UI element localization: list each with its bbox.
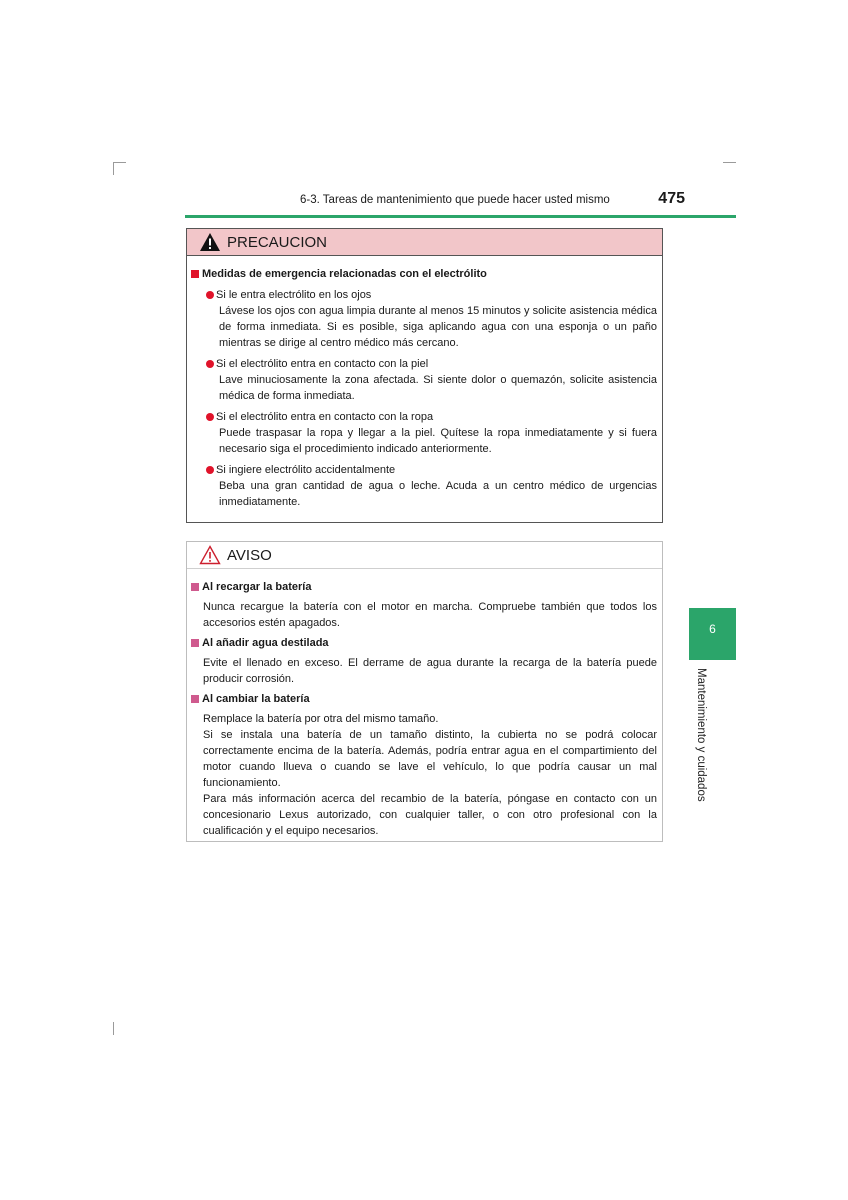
circle-bullet-icon <box>206 466 214 474</box>
list-item-text: Lávese los ojos con agua limpia durante al menos 15 minutos y solicite asistencia médica de forma inmediata. Si es posible, siga aplicando agua con una esponja o un paño mientras se dirige al centro médico más cercano. <box>219 305 657 349</box>
section-title <box>191 635 657 651</box>
page-number: 475 <box>658 190 685 207</box>
header-rule <box>185 215 736 218</box>
list-item <box>206 409 657 457</box>
section-title-text: Al recargar la batería <box>202 581 312 593</box>
crop-mark <box>113 162 126 163</box>
square-bullet-icon <box>191 270 199 278</box>
caution-heading: PRECAUCION <box>227 233 328 251</box>
square-bullet-icon <box>191 583 199 591</box>
caution-header <box>187 229 662 256</box>
list-item-title: Si el electrólito entra en contacto con la piel <box>216 358 429 370</box>
list-item-title: Si el electrólito entra en contacto con la ropa <box>216 411 434 423</box>
section-title-text: Al añadir agua destilada <box>202 637 329 649</box>
list-item-text: Puede traspasar la ropa y llegar a la piel. Quítese la ropa inmediatamente y si fuera necesario siga el procedimiento indicado anteriormente. <box>219 427 657 455</box>
chapter-tab: 6 <box>689 608 736 660</box>
section-paragraph: Nunca recargue la batería con el motor en marcha. Compruebe también que todos los accesorios estén apagados. <box>203 601 657 629</box>
chapter-side-label: Mantenimiento y cuidados <box>695 668 707 802</box>
notice-header <box>187 542 662 569</box>
crop-mark <box>113 1022 114 1035</box>
list-item <box>206 462 657 510</box>
chapter-header: 6-3. Tareas de mantenimiento que puede hacer usted mismo <box>300 194 610 206</box>
section-paragraph: Evite el llenado en exceso. El derrame de agua durante la recarga de la batería puede producir corrosión. <box>203 657 657 685</box>
square-bullet-icon <box>191 695 199 703</box>
list-item-title: Si ingiere electrólito accidentalmente <box>216 464 396 476</box>
notice-body <box>187 569 662 839</box>
section-title <box>191 579 657 595</box>
section-paragraph: Si se instala una batería de un tamaño distinto, la cubierta no se podrá colocar correctamente encima de la batería. Además, podría entrar agua en el compartimiento del motor cuando llueva o cuando se lave el vehículo, lo que podría causar un mal funcionamiento. <box>203 729 657 789</box>
section-title-text: Medidas de emergencia relacionadas con el electrólito <box>202 268 487 280</box>
section-title <box>191 266 657 282</box>
crop-mark <box>113 162 114 175</box>
notice-box <box>186 541 663 842</box>
list-item-title: Si le entra electrólito en los ojos <box>216 289 372 301</box>
square-bullet-icon <box>191 639 199 647</box>
notice-heading: AVISO <box>227 546 272 564</box>
section-title-text: Al cambiar la batería <box>202 693 310 705</box>
list-item-text: Beba una gran cantidad de agua o leche. Acuda a un centro médico de urgencias inmediatamente. <box>219 480 657 508</box>
list-item <box>206 356 657 404</box>
warning-triangle-outline-icon <box>199 545 221 565</box>
caution-box <box>186 228 663 523</box>
crop-mark <box>723 162 736 163</box>
section-paragraph: Para más información acerca del recambio de la batería, póngase en contacto con un concesionario Lexus autorizado, con cualquier taller, o con otro profesional con la cualificación y el equipo necesarios. <box>203 793 657 837</box>
section-paragraph: Remplace la batería por otra del mismo tamaño. <box>203 713 439 725</box>
section-title <box>191 691 657 707</box>
warning-triangle-filled-icon <box>199 232 221 252</box>
circle-bullet-icon <box>206 360 214 368</box>
list-item-text: Lave minuciosamente la zona afectada. Si siente dolor o quemazón, solicite asistencia médica de forma inmediata. <box>219 374 657 402</box>
list-item <box>206 287 657 351</box>
circle-bullet-icon <box>206 291 214 299</box>
caution-body <box>187 256 662 510</box>
circle-bullet-icon <box>206 413 214 421</box>
